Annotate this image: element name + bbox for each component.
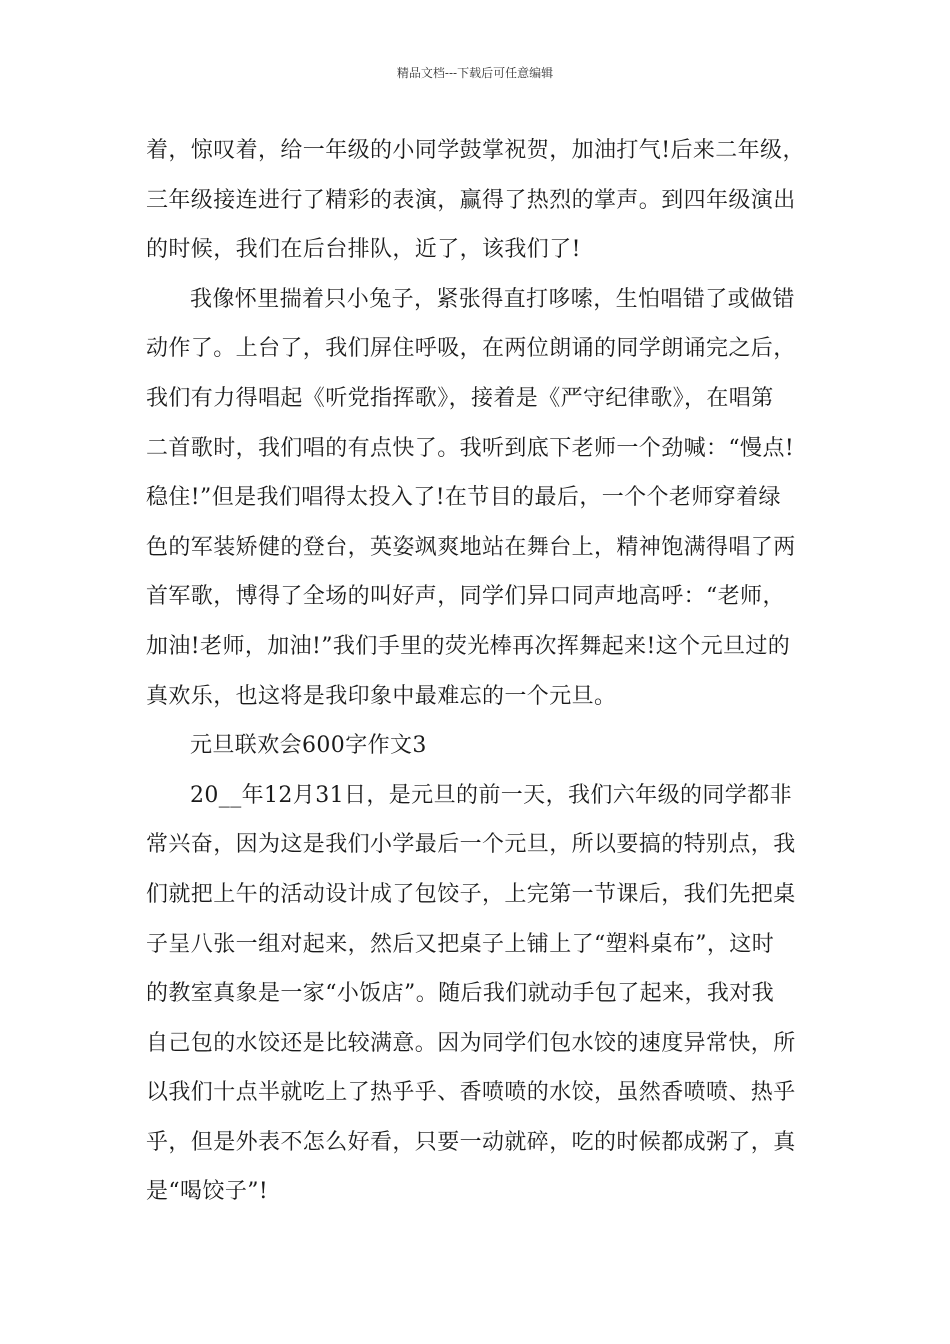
text-line: 着，惊叹着，给一年级的小同学鼓掌祝贺，加油打气!后来二年级， — [146, 138, 805, 163]
text-line: 色的军装矫健的登台，英姿飒爽地站在舞台上，精神饱满得唱了两 — [146, 534, 796, 560]
page-header: 精品文档---下载后可任意编辑 — [396, 66, 554, 80]
text-line: 真欢乐，也这将是我印象中最难忘的一个元旦。 — [146, 683, 617, 709]
text-line: 动作了。上台了，我们屏住呼吸，在两位朗诵的同学朗诵完之后， — [146, 336, 796, 362]
text-line: 三年级接连进行了精彩的表演，赢得了热烈的掌声。到四年级演出 — [146, 187, 796, 213]
text-line: 们就把上午的活动设计成了包饺子，上完第一节课后，我们先把桌 — [146, 881, 796, 907]
text-line: 乎，但是外表不怎么好看，只要一动就碎，吃的时候都成粥了，真 — [146, 1129, 796, 1155]
section-heading: 元旦联欢会600字作文3 — [190, 733, 427, 759]
text-line: 是“喝饺子”! — [146, 1179, 269, 1205]
text-line: 以我们十点半就吃上了热乎乎、香喷喷的水饺，虽然香喷喷、热乎 — [146, 1080, 796, 1106]
text-line: 加油!老师，加油!”我们手里的荧光棒再次挥舞起来!这个元旦过的 — [146, 633, 791, 659]
document-body — [146, 126, 810, 1217]
text-line: 二首歌时，我们唱的有点快了。我听到底下老师一个劲喊：“慢点! — [146, 435, 795, 461]
paragraph-start-line: 我像怀里揣着只小兔子，紧张得直打哆嗦，生怕唱错了或做错 — [190, 286, 795, 312]
text-line: 自己包的水饺还是比较满意。因为同学们包水饺的速度异常快，所 — [146, 1030, 796, 1056]
paragraph-start-line: 20__年12月31日，是元旦的前一天，我们六年级的同学都非 — [190, 782, 792, 808]
text-line: 的教室真象是一家“小饭店”。随后我们就动手包了起来，我对我 — [146, 981, 775, 1007]
text-line: 的时候，我们在后台排队，近了，该我们了! — [146, 237, 581, 263]
text-line: 首军歌，博得了全场的叫好声，同学们异口同声地高呼：“老师， — [146, 584, 785, 610]
text-line: 常兴奋，因为这是我们小学最后一个元旦，所以要搞的特别点，我 — [146, 832, 796, 858]
text-line: 稳住!”但是我们唱得太投入了!在节目的最后，一个个老师穿着绿 — [146, 485, 781, 511]
text-line: 我们有力得唱起《听党指挥歌》，接着是《严守纪律歌》，在唱第 — [146, 385, 774, 411]
text-line: 子呈八张一组对起来，然后又把桌子上铺上了“塑料桌布”，这时 — [146, 931, 775, 957]
